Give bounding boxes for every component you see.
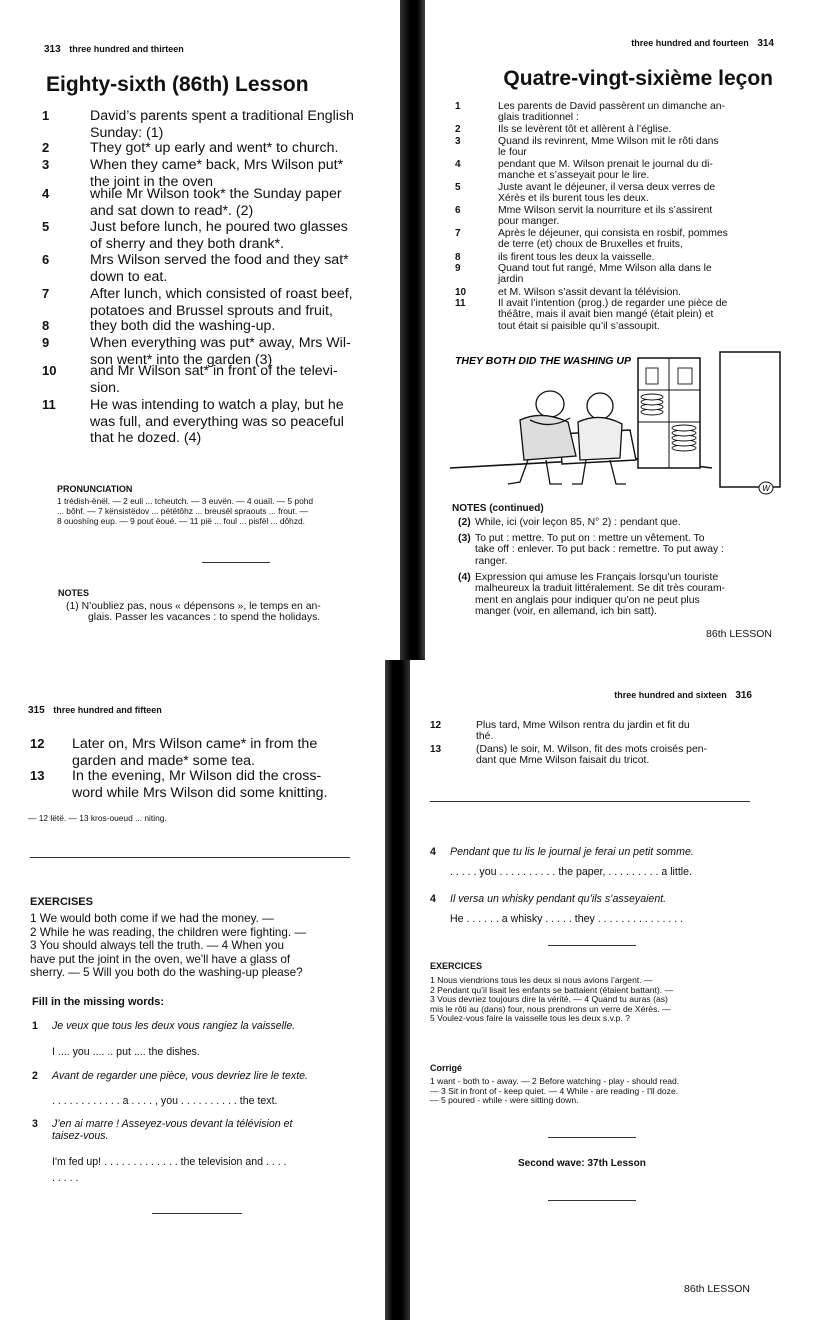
sentence-text bbox=[476, 720, 761, 743]
sentence-line: that he dozed. (4) bbox=[90, 430, 202, 446]
sentence-number: 4 bbox=[455, 159, 461, 170]
notes-continued-heading: NOTES (continued) bbox=[452, 503, 544, 514]
corrige-heading: Corrigé bbox=[430, 1063, 463, 1073]
pronunciation-line: — 12 lëtë. — 13 kros-oueud ... niting. bbox=[28, 813, 167, 823]
exercice-line: 3 Vous devriez toujours dire la vérité. — 4 Quand tu auras (as) bbox=[430, 994, 668, 1005]
fill-number: 4 bbox=[430, 893, 436, 905]
note-text bbox=[475, 533, 724, 567]
sentence-line: Just before lunch, he poured two glasses bbox=[90, 219, 348, 235]
sentence-text bbox=[72, 736, 372, 769]
pronunciation-line: ... bôhf. — 7 kënsistëdov ... pëtëtôhz ... breusël spraouts ... frout. — bbox=[57, 506, 308, 516]
sentence-line: was full, and everything was so peaceful bbox=[90, 413, 344, 430]
sentence-line: (Dans) le soir, M. Wilson, fit des mots croisés pen- bbox=[476, 744, 707, 755]
sentence-line: Mme Wilson servit la nourriture et ils s’assirent bbox=[498, 205, 713, 216]
fill-blank-line: . . . . . . . . . . . . a . . . . , you . . . . . . . . . . the text. bbox=[52, 1095, 278, 1107]
page-number: 315 bbox=[28, 705, 45, 716]
page-label: three hundred and sixteen bbox=[614, 690, 727, 700]
sentence-line: Quand tout fut rangé, Mme Wilson alla dans le bbox=[498, 263, 712, 274]
fill-blank-line: I'm fed up! . . . . . . . . . . . . . the television and . . . . bbox=[52, 1156, 287, 1168]
sentence-text bbox=[90, 397, 380, 447]
page-label: three hundred and thirteen bbox=[69, 44, 184, 54]
sentence-line: In the evening, Mr Wilson did the cross- bbox=[72, 768, 322, 784]
sentence-number: 9 bbox=[455, 263, 461, 274]
note-line: To put : mettre. To put on : mettre un vêtement. To bbox=[475, 533, 705, 544]
sentence-number: 1 bbox=[42, 108, 50, 123]
sentence-line: Juste avant le déjeuner, il versa deux verres de bbox=[498, 182, 716, 193]
lesson-title-en: Eighty-sixth (86th) Lesson bbox=[46, 73, 309, 96]
sentence-number: 2 bbox=[455, 124, 461, 135]
fill-heading: Fill in the missing words: bbox=[32, 996, 165, 1008]
corrige-line: 1 want - both to - away. — 2 Before watching - play - should read. bbox=[430, 1076, 680, 1086]
page-header-313 bbox=[44, 44, 184, 55]
washing-up-cartoon bbox=[450, 350, 785, 500]
corrige-line: — 3 Sit in front of - keep quiet. — 4 While - are reading - I'll doze. bbox=[430, 1085, 679, 1096]
sentence-text bbox=[498, 101, 778, 124]
sentence-number: 5 bbox=[42, 219, 50, 234]
fill-number: 4 bbox=[430, 846, 436, 858]
sentence-number: 11 bbox=[455, 298, 466, 309]
sentence-text bbox=[498, 263, 778, 286]
pronunciation-block bbox=[57, 496, 387, 526]
sentence-text bbox=[498, 252, 778, 263]
section-divider bbox=[30, 857, 350, 858]
sentence-number: 9 bbox=[42, 335, 50, 350]
note-line: While, ici (voir leçon 85, N° 2) : pendant que. bbox=[475, 517, 681, 528]
sentence-number: 4 bbox=[42, 186, 50, 201]
sentence-text bbox=[90, 219, 380, 252]
sentence-line: Après le déjeuner, qui consista en rosbif, pommes bbox=[498, 228, 728, 239]
note-1 bbox=[66, 601, 386, 624]
sentence-number: 3 bbox=[455, 136, 461, 147]
exercice-line: 5 Voulez-vous faire la vaisselle tous les deux s.v.p. ? bbox=[430, 1013, 630, 1024]
page-header-314 bbox=[631, 38, 774, 49]
note-number: (3) bbox=[458, 533, 471, 544]
sentence-number: 13 bbox=[430, 744, 442, 755]
sentence-line: le four bbox=[498, 147, 527, 159]
sentence-line: of sherry and they both drank*. bbox=[90, 235, 285, 252]
note-number: (4) bbox=[458, 572, 471, 583]
sentence-line: and Mr Wilson sat* in front of the televi- bbox=[90, 363, 338, 379]
fill-prompt bbox=[52, 1118, 292, 1142]
fill-prompt-line: Je veux que tous les deux vous rangiez la vaisselle. bbox=[52, 1020, 296, 1032]
book-gutter-top bbox=[400, 0, 425, 660]
note-line: ranger. bbox=[475, 555, 508, 567]
exercise-line: 2 While he was reading, the children were fighting. — bbox=[30, 925, 307, 939]
corrige-block bbox=[430, 1077, 775, 1106]
note-line: malheureux la traduit littéralement. Se dit très couram- bbox=[475, 583, 726, 595]
page-footer-314: 86th LESSON bbox=[706, 628, 772, 640]
sentence-text bbox=[90, 318, 380, 335]
exercice-line: 1 Nous viendrions tous les deux si nous avions l’argent. — bbox=[430, 975, 653, 985]
exercices-heading: EXERCICES bbox=[430, 961, 483, 971]
pronunciation-heading: PRONUNCIATION bbox=[57, 484, 133, 494]
section-divider bbox=[202, 562, 270, 563]
sentence-line: Mrs Wilson served the food and they sat* bbox=[90, 252, 349, 268]
sentence-text bbox=[498, 136, 778, 159]
sentence-number: 7 bbox=[42, 286, 50, 301]
sentence-text bbox=[498, 124, 778, 135]
section-divider bbox=[548, 945, 636, 946]
sentence-line: Les parents de David passèrent un dimanche an- bbox=[498, 101, 726, 112]
sentence-line: glais traditionnel : bbox=[498, 112, 579, 124]
sentence-number: 8 bbox=[455, 252, 461, 263]
sentence-line: manche et s’asseyait pour le lire. bbox=[498, 170, 650, 182]
sentence-line: Sunday: (1) bbox=[90, 124, 164, 141]
figure-man bbox=[508, 391, 576, 484]
sentence-line: son went* into the garden (3) bbox=[90, 351, 273, 368]
fill-prompt-line: J’en ai marre ! Asseyez-vous devant la télévision et bbox=[52, 1118, 293, 1130]
lesson-title-fr: Quatre-vingt-sixième leçon bbox=[503, 67, 773, 90]
fill-number: 1 bbox=[32, 1020, 38, 1032]
exercises-heading: EXERCISES bbox=[30, 896, 93, 908]
pronunciation-line: 8 ouoshïng eup. — 9 pout ëoué. — 11 pië ... foul ... pisfël ... dôhzd. bbox=[57, 516, 305, 526]
fill-blank-line: I .... you .... .. put .... the dishes. bbox=[52, 1046, 200, 1058]
note-line: glais. Passer les vacances : to spend the holidays. bbox=[88, 612, 321, 624]
sentence-number: 13 bbox=[30, 768, 45, 783]
page-number: 316 bbox=[735, 690, 752, 701]
page-header-315 bbox=[28, 705, 162, 716]
sentence-number: 11 bbox=[42, 397, 56, 412]
sentence-line: jardin bbox=[498, 274, 524, 286]
sentence-number: 10 bbox=[455, 287, 467, 298]
sentence-line: ils firent tous les deux la vaisselle. bbox=[498, 252, 655, 263]
corrige-line: — 5 poured - while - were sitting down. bbox=[430, 1095, 579, 1106]
fill-blank bbox=[52, 1044, 200, 1060]
sentence-text bbox=[90, 252, 380, 285]
sentence-line: thé. bbox=[476, 731, 494, 743]
exercise-line: have put the joint in the oven, we'll have a glass of bbox=[30, 952, 291, 966]
page-footer-316: 86th LESSON bbox=[684, 1283, 750, 1295]
sentence-line: Ils se levèrent tôt et allèrent à l’église. bbox=[498, 124, 672, 135]
fill-prompt: Pendant que tu lis le journal je ferai un petit somme. bbox=[450, 846, 694, 858]
fill-blank bbox=[52, 1093, 278, 1109]
sentence-line: dant que Mme Wilson faisait du tricot. bbox=[476, 755, 650, 767]
exercise-line: 3 You should always tell the truth. — 4 When you bbox=[30, 939, 285, 952]
fill-blank bbox=[52, 1154, 287, 1186]
sentence-line: pour manger. bbox=[498, 216, 560, 228]
sentence-text bbox=[498, 287, 778, 298]
sentence-line: sion. bbox=[90, 379, 120, 396]
sentence-line: word while Mrs Wilson did some knitting. bbox=[72, 784, 328, 801]
sentence-line: They got* up early and went* to church. bbox=[90, 140, 339, 156]
sentence-text bbox=[498, 182, 778, 205]
fill-prompt-line: taisez-vous. bbox=[52, 1130, 109, 1142]
note-line: manger (voir, en allemand, ich bin satt). bbox=[475, 605, 657, 617]
sentence-line: and sat down to read*. (2) bbox=[90, 202, 254, 219]
book-gutter-bottom bbox=[385, 660, 410, 1320]
sentence-number: 2 bbox=[42, 140, 50, 155]
sentence-line: He was intending to watch a play, but he bbox=[90, 397, 344, 413]
sentence-number: 5 bbox=[455, 182, 461, 193]
sentence-line: while Mr Wilson took* the Sunday paper bbox=[90, 186, 342, 202]
sentence-text bbox=[90, 363, 380, 396]
sentence-text bbox=[498, 159, 778, 182]
sentence-number: 1 bbox=[455, 101, 461, 112]
section-divider bbox=[548, 1200, 636, 1201]
fill-blank-line: . . . . . bbox=[52, 1172, 79, 1184]
sentence-number: 10 bbox=[42, 363, 57, 378]
sentence-line: Later on, Mrs Wilson came* in from the bbox=[72, 736, 318, 752]
sentence-number: 7 bbox=[455, 228, 461, 239]
sentence-text bbox=[498, 205, 778, 228]
sentence-text bbox=[498, 298, 778, 332]
sentence-line: After lunch, which consisted of roast beef, bbox=[90, 286, 353, 302]
doorway bbox=[720, 352, 780, 487]
sentence-number: 12 bbox=[430, 720, 442, 731]
sentence-line: they both did the washing-up. bbox=[90, 318, 276, 334]
sentence-number: 3 bbox=[42, 157, 50, 172]
exercises-block bbox=[30, 912, 360, 980]
exercise-line: 1 We would both come if we had the money. — bbox=[30, 912, 274, 925]
sentence-text bbox=[90, 108, 380, 141]
figure-woman bbox=[572, 393, 626, 484]
sentence-line: David’s parents spent a traditional English bbox=[90, 108, 354, 124]
pronunciation-line: 1 trédish-ënël. — 2 euli ... tcheutch. — 3 euvën. — 4 ouaïl. — 5 pohd bbox=[57, 496, 314, 506]
second-wave-note: Second wave: 37th Lesson bbox=[518, 1158, 646, 1169]
sentence-line: Il avait l’intention (prog.) de regarder une pièce de bbox=[498, 298, 728, 309]
sentence-number: 6 bbox=[455, 205, 461, 216]
sentence-line: Quand ils revinrent, Mme Wilson mit le rôti dans bbox=[498, 136, 719, 147]
sentence-line: down to eat. bbox=[90, 268, 168, 285]
section-divider bbox=[430, 801, 750, 802]
note-line: take off : enlever. To put back : remettre. To put away : bbox=[475, 544, 724, 556]
note-text bbox=[475, 517, 681, 528]
sentence-line: garden and made* some tea. bbox=[72, 752, 255, 769]
fill-number: 3 bbox=[32, 1118, 38, 1130]
page-number: 313 bbox=[44, 44, 61, 55]
note-line: Expression qui amuse les Français lorsqu’un touriste bbox=[475, 572, 719, 583]
sentence-line: théâtre, mais il avait bien mangé (était plein) et bbox=[498, 309, 714, 321]
sentence-line: When everything was put* away, Mrs Wil- bbox=[90, 335, 351, 351]
note-number: (2) bbox=[458, 517, 471, 528]
sentence-line: Plus tard, Mme Wilson rentra du jardin et fit du bbox=[476, 720, 690, 731]
sentence-text bbox=[90, 186, 380, 219]
fill-prompt-line: Avant de regarder une pièce, vous devriez lire le texte. bbox=[52, 1070, 308, 1082]
fill-number: 2 bbox=[32, 1070, 38, 1082]
sentence-line: potatoes and Brussel sprouts and fruit, bbox=[90, 302, 333, 319]
fill-prompt bbox=[52, 1020, 295, 1032]
page-label: three hundred and fourteen bbox=[631, 38, 749, 48]
sentence-text bbox=[476, 744, 761, 767]
sentence-line: When they came* back, Mrs Wilson put* bbox=[90, 157, 344, 173]
sentence-number: 6 bbox=[42, 252, 50, 267]
sentence-text bbox=[90, 140, 380, 157]
page-number: 314 bbox=[757, 38, 774, 49]
sentence-line: the joint in the oven bbox=[90, 173, 214, 190]
sentence-line: de terre (et) choux de Bruxelles et fruits, bbox=[498, 239, 683, 251]
artist-signature-text: W bbox=[762, 484, 770, 493]
exercices-block bbox=[430, 976, 770, 1024]
note-text bbox=[475, 572, 725, 617]
sentence-number: 12 bbox=[30, 736, 45, 751]
sentence-line: tout était si paisible qu’il s’assoupit. bbox=[498, 320, 660, 332]
fill-prompt: Il versa un whisky pendant qu’ils s’asseyaient. bbox=[450, 893, 667, 905]
fill-blank: He . . . . . . a whisky . . . . . they . . . . . . . . . . . . . . . bbox=[450, 913, 684, 925]
sentence-number: 8 bbox=[42, 318, 50, 333]
fill-prompt bbox=[52, 1070, 308, 1082]
exercice-line: mis le rôti au (dans) four, nous prendrons un verre de Xérès. — bbox=[430, 1003, 671, 1014]
sentence-line: et M. Wilson s’assit devant la télévision. bbox=[498, 287, 682, 298]
note-line: ment en anglais pour indiquer qu’on ne peut plus bbox=[475, 594, 700, 606]
sentence-text bbox=[72, 768, 372, 801]
page-header-316 bbox=[614, 690, 752, 701]
note-line: (1) N’oubliez pas, nous « dépensons », le temps en an- bbox=[66, 601, 321, 612]
sentence-text bbox=[90, 286, 380, 319]
section-divider bbox=[548, 1137, 636, 1138]
sentence-text bbox=[498, 228, 778, 251]
fill-blank: . . . . . you . . . . . . . . . . the paper, . . . . . . . . . a little. bbox=[450, 866, 692, 878]
cartoon-caption: THEY BOTH DID THE WASHING UP bbox=[455, 355, 631, 367]
sentence-line: Xérès et ils burent tous les deux. bbox=[498, 193, 649, 205]
exercice-line: 2 Pendant qu’il lisait les enfants se battaient (étaient battant). — bbox=[430, 984, 674, 995]
sentence-line: pendant que M. Wilson prenait le journal du di- bbox=[498, 159, 713, 170]
notes-heading: NOTES bbox=[58, 588, 90, 598]
page-label: three hundred and fifteen bbox=[53, 705, 162, 715]
exercise-line: sherry. — 5 Will you both do the washing-up please? bbox=[30, 966, 303, 979]
section-divider bbox=[152, 1213, 242, 1214]
